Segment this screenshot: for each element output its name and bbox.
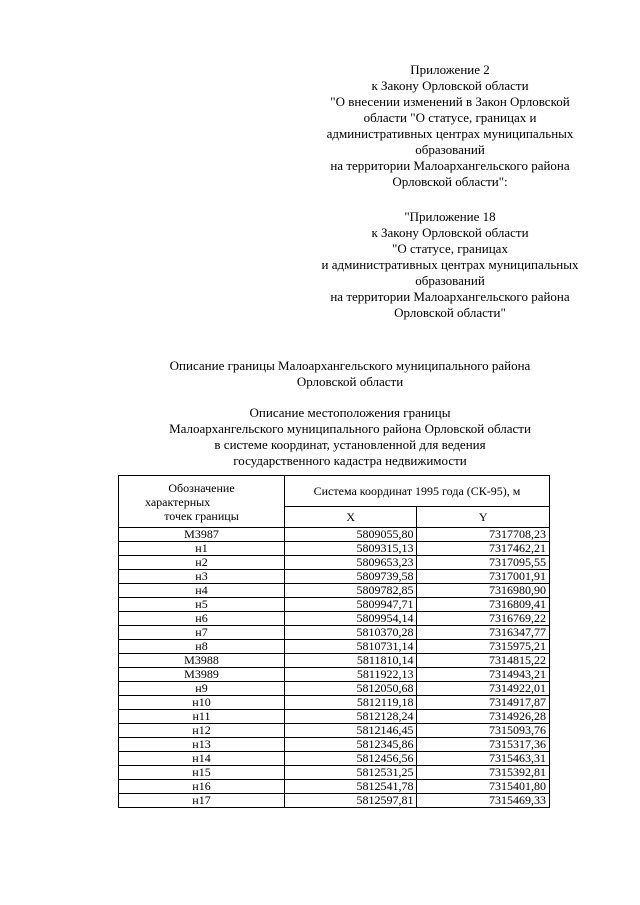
table-row: [119, 766, 550, 780]
annex-18-line: к Закону Орловской области: [371, 225, 529, 240]
y-cell: 7314943,21: [417, 668, 550, 682]
x-column-header: X: [285, 507, 417, 528]
location-description-line: государственного кадастра недвижимости: [233, 453, 467, 468]
point-cell: н10: [119, 696, 285, 710]
x-cell: 5812146,45: [285, 724, 417, 738]
point-header-line: характерных: [145, 494, 211, 509]
y-cell: 7316347,77: [417, 626, 550, 640]
point-header-line: точек границы: [164, 508, 239, 523]
table-row: [119, 668, 550, 682]
table-row: [119, 640, 550, 654]
table-row: [119, 710, 550, 724]
table-row: [119, 556, 550, 570]
x-cell: 5809739,58: [285, 570, 417, 584]
point-cell: н9: [119, 682, 285, 696]
y-cell: 7317708,23: [417, 528, 550, 542]
x-cell: 5809315,13: [285, 542, 417, 556]
table-row: [119, 584, 550, 598]
table-row: [119, 780, 550, 794]
table-row: [119, 570, 550, 584]
coordinate-system-header: Система координат 1995 года (СК-95), м: [285, 476, 550, 507]
x-cell: 5812456,56: [285, 752, 417, 766]
y-cell: 7317462,21: [417, 542, 550, 556]
y-cell: 7315317,36: [417, 738, 550, 752]
x-cell: 5812541,78: [285, 780, 417, 794]
table-row: [119, 626, 550, 640]
y-cell: 7315401,80: [417, 780, 550, 794]
x-cell: 5810731,14: [285, 640, 417, 654]
table-row: [119, 696, 550, 710]
annex-18-line: Орловской области": [394, 305, 506, 320]
y-cell: 7315975,21: [417, 640, 550, 654]
annex-18-line: образований: [415, 273, 485, 288]
point-cell: н3: [119, 570, 285, 584]
table-row: [119, 598, 550, 612]
annex-2-line: к Закону Орловской области: [371, 78, 529, 93]
annex-18-line: и административных центрах муниципальных: [321, 257, 579, 272]
y-cell: 7314815,22: [417, 654, 550, 668]
table-row: [119, 794, 550, 808]
table-row: [119, 738, 550, 752]
point-header-line: Обозначение: [168, 480, 235, 495]
annex-18-header: [318, 209, 582, 321]
x-cell: 5809055,80: [285, 528, 417, 542]
point-cell: н11: [119, 710, 285, 724]
annex-2-line: Приложение 2: [410, 62, 490, 77]
annex-2-line: административных центрах муниципальных: [326, 126, 574, 141]
point-cell: н12: [119, 724, 285, 738]
y-cell: 7315093,76: [417, 724, 550, 738]
y-cell: 7315392,81: [417, 766, 550, 780]
y-cell: 7315469,33: [417, 794, 550, 808]
point-cell: н13: [119, 738, 285, 752]
annex-2-line: образований: [415, 142, 485, 157]
x-cell: 5812119,18: [285, 696, 417, 710]
x-cell: 5812531,25: [285, 766, 417, 780]
x-cell: 5809653,23: [285, 556, 417, 570]
y-cell: 7314922,01: [417, 682, 550, 696]
x-cell: 5809954,14: [285, 612, 417, 626]
location-description-line: в системе координат, установленной для ведения: [214, 437, 486, 452]
y-cell: 7316769,22: [417, 612, 550, 626]
boundary-description-line: Орловской области: [296, 374, 404, 389]
point-cell: М3988: [119, 654, 285, 668]
location-description-line: Описание местоположения границы: [249, 405, 451, 420]
point-cell: М3989: [119, 668, 285, 682]
table-header-row: [119, 476, 550, 507]
table-body: [119, 528, 550, 808]
point-cell: н14: [119, 752, 285, 766]
x-cell: 5812128,24: [285, 710, 417, 724]
annex-2-line: области "О статусе, границах и: [363, 110, 537, 125]
point-cell: М3987: [119, 528, 285, 542]
y-cell: 7317095,55: [417, 556, 550, 570]
annex-18-line: "О статусе, границах: [392, 241, 508, 256]
y-cell: 7315463,31: [417, 752, 550, 766]
table-row: [119, 682, 550, 696]
y-column-header: Y: [417, 507, 550, 528]
point-cell: н8: [119, 640, 285, 654]
location-description-line: Малоархангельского муниципального района Орловской области: [169, 421, 531, 436]
table-row: [119, 528, 550, 542]
location-description-title: [130, 405, 570, 469]
x-cell: 5812050,68: [285, 682, 417, 696]
x-cell: 5812345,86: [285, 738, 417, 752]
table-row: [119, 724, 550, 738]
y-cell: 7314917,87: [417, 696, 550, 710]
annex-18-line: "Приложение 18: [404, 209, 496, 224]
annex-2-header: [318, 62, 582, 190]
point-cell: н7: [119, 626, 285, 640]
point-cell: н1: [119, 542, 285, 556]
annex-2-line: Орловской области":: [392, 174, 508, 189]
point-cell: н15: [119, 766, 285, 780]
x-cell: 5810370,28: [285, 626, 417, 640]
annex-2-line: "О внесении изменений в Закон Орловской: [330, 94, 570, 109]
x-cell: 5809947,71: [285, 598, 417, 612]
y-cell: 7316809,41: [417, 598, 550, 612]
boundary-description-title: [130, 358, 570, 390]
point-cell: н6: [119, 612, 285, 626]
x-cell: 5811810,14: [285, 654, 417, 668]
point-cell: н5: [119, 598, 285, 612]
point-cell: н16: [119, 780, 285, 794]
coordinates-table: [118, 475, 550, 808]
table-row: [119, 752, 550, 766]
x-cell: 5811922,13: [285, 668, 417, 682]
table-row: [119, 612, 550, 626]
table-row: [119, 542, 550, 556]
y-cell: 7314926,28: [417, 710, 550, 724]
x-cell: 5809782,85: [285, 584, 417, 598]
table-row: [119, 654, 550, 668]
boundary-description-line: Описание границы Малоархангельского муниципального района: [169, 358, 531, 373]
y-cell: 7316980,90: [417, 584, 550, 598]
point-cell: н17: [119, 794, 285, 808]
point-column-header: [119, 476, 285, 528]
y-cell: 7317001,91: [417, 570, 550, 584]
annex-18-line: на территории Малоархангельского района: [330, 289, 570, 304]
point-cell: н2: [119, 556, 285, 570]
annex-2-line: на территории Малоархангельского района: [330, 158, 570, 173]
point-cell: н4: [119, 584, 285, 598]
x-cell: 5812597,81: [285, 794, 417, 808]
